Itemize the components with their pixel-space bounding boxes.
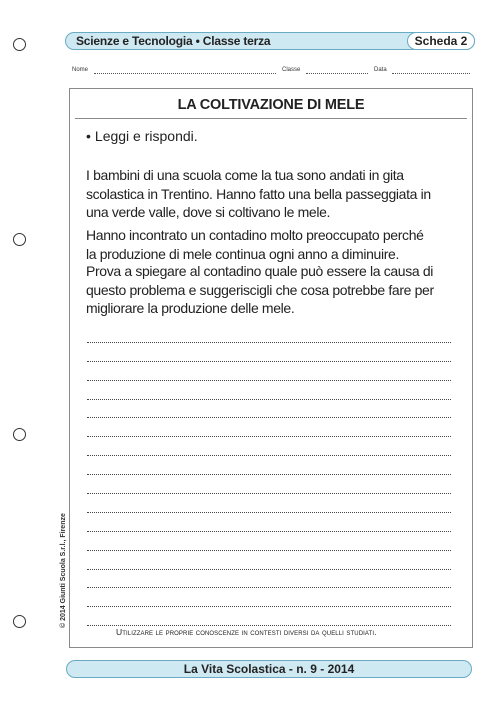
story-paragraph-1 xyxy=(86,166,466,222)
answer-line[interactable] xyxy=(87,607,451,626)
answer-line[interactable] xyxy=(87,570,451,589)
student-info-row xyxy=(72,67,470,79)
answer-line[interactable] xyxy=(87,381,451,400)
answer-line[interactable] xyxy=(87,437,451,456)
subject-title: Scienze e Tecnologia • Classe terza xyxy=(76,34,271,48)
text-line: Hanno incontrato un contadino molto preoccupato perché xyxy=(86,227,424,243)
binder-hole-icon xyxy=(13,615,26,628)
worksheet-title: LA COLTIVAZIONE DI MELE xyxy=(177,97,365,113)
answer-line[interactable] xyxy=(87,324,451,343)
text-line: migliorare la produzione delle mele. xyxy=(86,300,295,316)
text-line: la produzione di mele continua ogni anno a diminuire. xyxy=(86,245,400,262)
binder-hole-icon xyxy=(13,233,26,246)
name-field[interactable] xyxy=(94,73,276,74)
text-line: una verde valle, dove si coltivano le mele. xyxy=(86,204,331,220)
class-label: Classe xyxy=(282,67,301,73)
title-divider xyxy=(75,118,467,119)
header-bar xyxy=(65,32,475,50)
answer-line[interactable] xyxy=(87,418,451,437)
answer-line[interactable] xyxy=(87,475,451,494)
bullet-icon: • xyxy=(86,128,91,144)
date-label: Data xyxy=(374,67,387,73)
story-paragraph-2 xyxy=(86,226,466,263)
answer-line[interactable] xyxy=(87,343,451,362)
footnote: Utilizzare le proprie conoscenze in contesti diversi da quelli studiati. xyxy=(116,627,377,637)
answer-lines xyxy=(87,324,451,626)
footer-publication: La Vita Scolastica - n. 9 - 2014 xyxy=(66,660,472,678)
binder-hole-icon xyxy=(13,428,26,441)
answer-line[interactable] xyxy=(87,513,451,532)
instruction-text: Leggi e rispondi. xyxy=(94,128,198,144)
sheet-label: Scheda 2 xyxy=(407,32,475,50)
answer-line[interactable] xyxy=(87,400,451,419)
answer-line[interactable] xyxy=(87,362,451,381)
date-field[interactable] xyxy=(392,73,470,74)
worksheet-box xyxy=(69,88,473,648)
text-line: questo problema e suggeriscigli che cosa potrebbe fare per xyxy=(86,281,434,298)
question-paragraph xyxy=(86,262,466,318)
instruction xyxy=(86,128,198,144)
answer-line[interactable] xyxy=(87,532,451,551)
answer-line[interactable] xyxy=(87,456,451,475)
binder-hole-icon xyxy=(13,38,26,51)
copyright-notice: © 2014 Giunti Scuola S.r.l., Firenze xyxy=(60,513,67,628)
name-label: Nome xyxy=(72,67,89,73)
answer-line[interactable] xyxy=(87,494,451,513)
class-field[interactable] xyxy=(306,73,368,74)
text-line: scolastica in Trentino. Hanno fatto una bella passeggiata in xyxy=(86,185,431,202)
text-line: I bambini di una scuola come la tua sono andati in gita xyxy=(86,167,404,183)
answer-line[interactable] xyxy=(87,551,451,570)
answer-line[interactable] xyxy=(87,588,451,607)
text-line: Prova a spiegare al contadino quale può essere la causa di xyxy=(86,263,434,279)
